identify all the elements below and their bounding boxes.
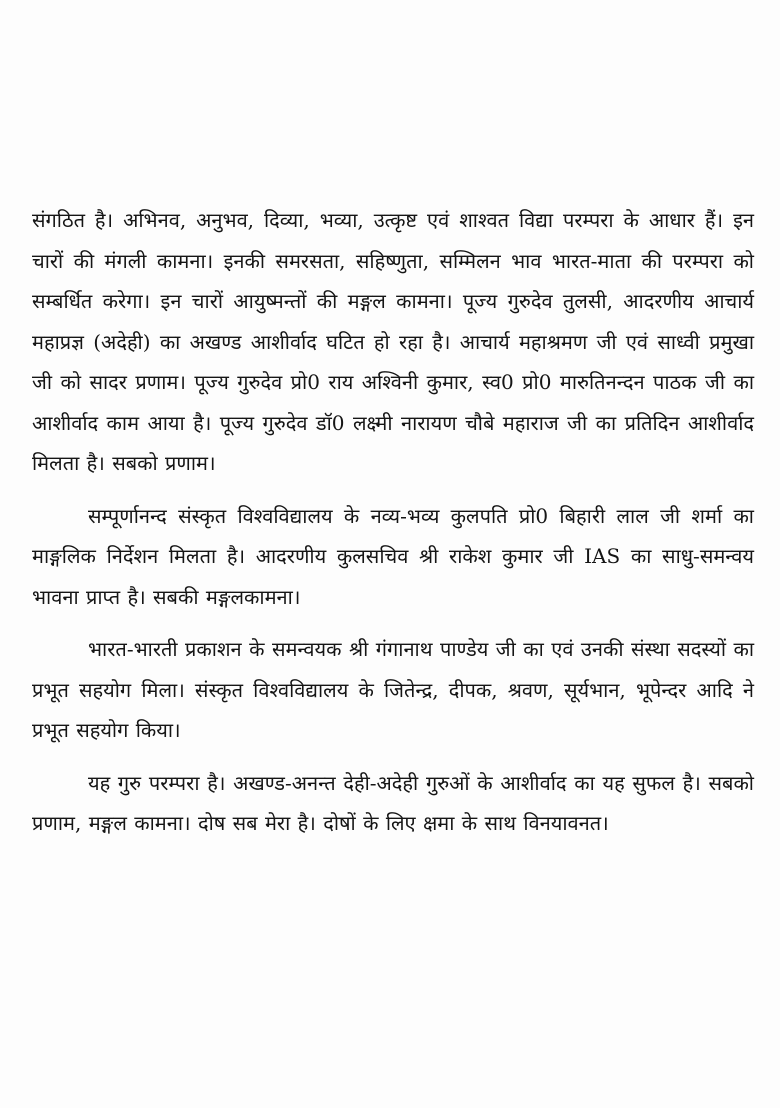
paragraph-4: यह गुरु परम्परा है। अखण्ड-अनन्त देही-अदेही गुरुओं के आशीर्वाद का यह सुफल है। सबको प्रणाम, मङ्गल कामना। दोष सब मेरा है। दोषों के लिए क्षमा के साथ विनयावनत। xyxy=(32,770,754,835)
paragraph-2: सम्पूर्णानन्द संस्कृत विश्वविद्यालय के नव्य-भव्य कुलपति प्रो0 बिहारी लाल जी शर्मा का माङ्गलिक निर्देशन मिलता है। आदरणीय कुलसचिव श्री राकेश कुमार जी IAS का साधु-समन्वय भावना प्राप्त है। सबकी मङ्गलकामना। xyxy=(32,503,754,609)
paragraph-3: भारत-भारती प्रकाशन के समन्वयक श्री गंगानाथ पाण्डेय जी का एवं उनकी संस्था सदस्यों का प्रभूत सहयोग मिला। संस्कृत विश्वविद्यालय के जितेन्द्र, दीपक, श्रवण, सूर्यभान, भूपेन्दर आदि ने प्रभूत सहयोग किया। xyxy=(32,637,754,742)
body-text xyxy=(32,200,754,856)
paragraph-1: संगठित है। अभिनव, अनुभव, दिव्या, भव्या, उत्कृष्ट एवं शाश्वत विद्या परम्परा के आधार हैं। इन चारों की मंगली कामना। इनकी समरसता, सहिष्णुता, सम्मिलन भाव भारत-माता की परम्परा को सम्बर्धित करेगा। इन चारों आयुष्मन्तों की मङ्गल कामना। पूज्य गुरुदेव तुलसी, आदरणीय आचार्य महाप्रज्ञ (अदेही) का अखण्ड आशीर्वाद घटित हो रहा है। आचार्य महाश्रमण जी एवं साध्वी प्रमुखा जी को सादर प्रणाम। पूज्य गुरुदेव प्रो0 राय अश्विनी कुमार, स्व0 प्रो0 मारुतिनन्दन पाठक जी का आशीर्वाद काम आया है। पूज्य गुरुदेव डॉ0 लक्ष्मी नारायण चौबे महाराज जी का प्रतिदिन आशीर्वाद मिलता है। सबको प्रणाम। xyxy=(32,208,754,475)
